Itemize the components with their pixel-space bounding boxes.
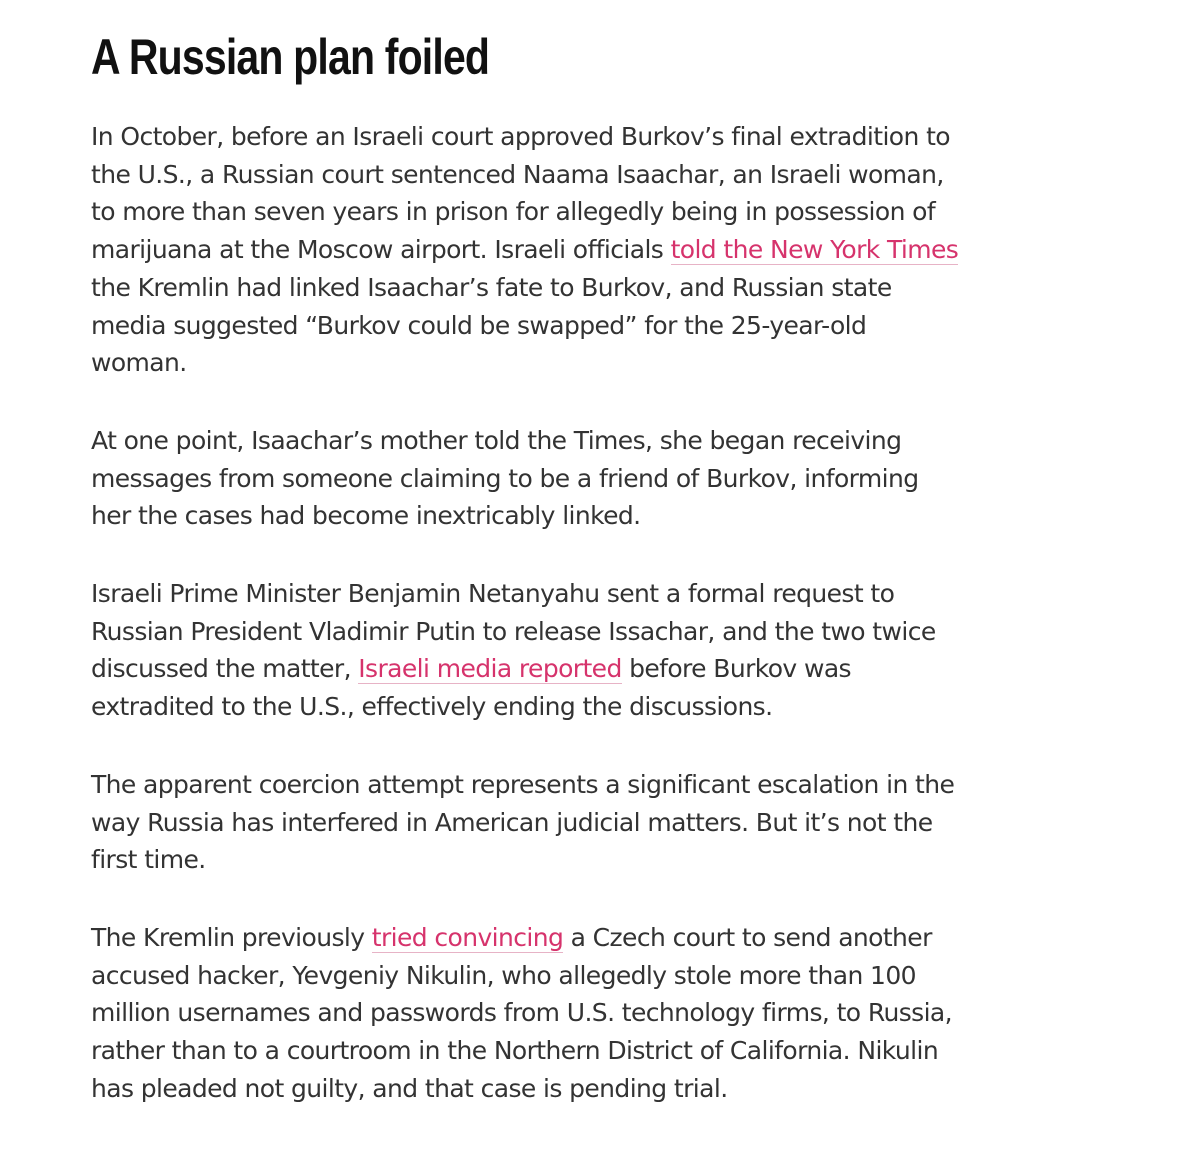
- paragraph-text: The apparent coercion attempt represents a significant escalation in the way Russia has interfered in American judicial matters. But it’s not the first time.: [91, 769, 955, 875]
- article: [91, 28, 961, 1147]
- paragraph-text: In October, before an Israeli court approved Burkov’s final extradition to the U.S., a Russian court sentenced Naama Isaachar, an Israeli woman, to more than seven years in prison for allegedly being in possession of marijuana at the Moscow airport. Israeli officials: [91, 122, 950, 265]
- link-israeli-media-reported[interactable]: Israeli media reported: [358, 654, 622, 684]
- paragraph-3: [91, 575, 961, 726]
- link-told-the-new-york-times[interactable]: told the New York Times: [670, 235, 959, 265]
- paragraph-2: [91, 422, 961, 535]
- paragraph-1: [91, 118, 961, 382]
- article-headline: A Russian plan foiled: [91, 29, 490, 85]
- paragraph-5: [91, 919, 961, 1108]
- paragraph-4: [91, 766, 961, 879]
- paragraph-text: before Burkov was extradited to the U.S., effectively ending the discussions.: [91, 654, 851, 722]
- paragraph-text: Israeli Prime Minister Benjamin Netanyahu sent a formal request to Russian President Vladimir Putin to release Issachar, and the two twice discussed the matter,: [91, 579, 936, 684]
- paragraph-text: The Kremlin previously: [91, 922, 372, 952]
- paragraph-text: a Czech court to send another accused hacker, Yevgeniy Nikulin, who allegedly stole more than 100 million usernames and passwords from U.S. technology firms, to Russia, rather than to a courtroom in the Northern District of California. Nikulin has pleaded not guilty, and that case is pending trial.: [91, 922, 952, 1103]
- paragraph-text: At one point, Isaachar’s mother told the Times, she began receiving messages from someone claiming to be a friend of Burkov, informing her the cases had become inextricably linked.: [91, 425, 919, 531]
- link-tried-convincing[interactable]: tried convincing: [371, 922, 564, 952]
- paragraph-text: the Kremlin had linked Isaachar’s fate to Burkov, and Russian state media suggested “Burkov could be swapped” for the 25-year-old woman.: [91, 272, 892, 378]
